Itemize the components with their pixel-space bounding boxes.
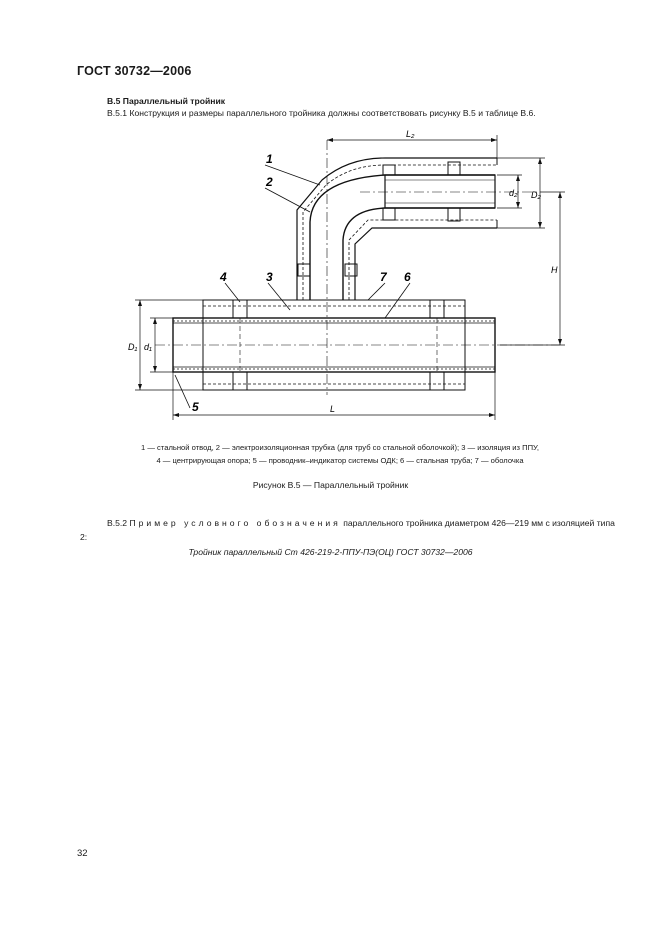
figure-legend [80, 441, 600, 467]
example-text: параллельного тройника диаметром 426—219 мм с изоляцией типа 2: [80, 518, 615, 542]
dim-d2: d₂ [509, 188, 518, 198]
dim-D2: D₂ [531, 190, 541, 200]
label-7: 7 [380, 270, 387, 284]
paragraph-construction: В.5.1 Конструкция и размеры параллельного тройника должны соответствовать рисунку В.5 и таблице В.6. [107, 108, 536, 118]
dim-L: L [330, 404, 336, 414]
dim-H: H [551, 265, 558, 275]
label-4: 4 [220, 270, 227, 284]
page-number: 32 [77, 848, 88, 859]
figure-caption: Рисунок В.5 — Параллельный тройник [252, 480, 409, 490]
dim-D1: D₁ [128, 342, 138, 352]
label-3: 3 [266, 270, 273, 284]
dim-L2: L₂ [406, 129, 415, 139]
label-5: 5 [192, 400, 199, 414]
example-spaced-word: Пример условного обозначения [129, 518, 341, 528]
section-title: В.5 Параллельный тройник [107, 96, 226, 106]
label-6: 6 [404, 270, 411, 284]
example-number: В.5.2 [107, 518, 128, 528]
legend-line-2: 4 — центрирующая опора; 5 — проводник–индикатор системы ОДК; 6 — стальная труба; 7 — оболочка [156, 456, 524, 465]
paragraph-example [80, 516, 617, 544]
label-1: 1 [266, 152, 273, 166]
parallel-tee-drawing [110, 128, 580, 428]
label-2: 2 [266, 175, 273, 189]
legend-line-1: 1 — стальной отвод, 2 — электроизоляционная трубка (для труб со стальной оболочкой); 3 — изоляция из ППУ, [141, 443, 539, 452]
example-designation: Тройник параллельный Ст 426-219-2-ППУ-ПЭ(ОЦ) ГОСТ 30732—2006 [188, 547, 473, 557]
dim-d1: d₁ [144, 342, 152, 352]
document-header: ГОСТ 30732—2006 [77, 64, 192, 78]
